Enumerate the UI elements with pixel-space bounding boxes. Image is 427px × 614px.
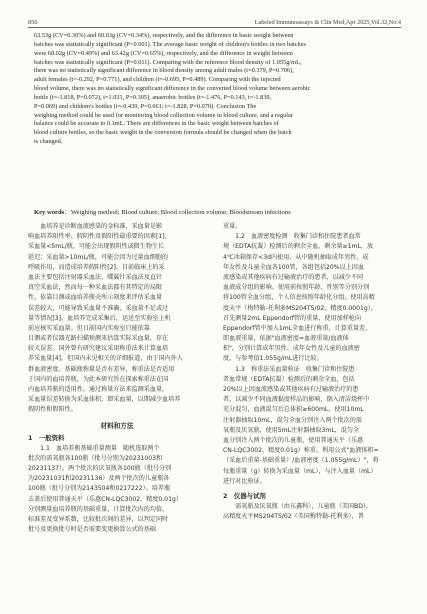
body-line: 每瓶重量（g）转换为采血量（mL），与注入血量（mL） <box>223 467 377 475</box>
body-line: 将100管全血分组，个人信息按照年龄化分组。使用高精 <box>223 294 375 302</box>
body-line: 批次的需氧瓶各100瓶（批号分别为20231003和 <box>28 454 163 462</box>
body-line: 进行对比验证。 <box>223 477 266 485</box>
body-line: 前应核实采血量。但日前国内实验室只能依靠 <box>28 324 150 332</box>
body-line: 血液成分组的影响。使用前按照年龄、性别等分别分别 <box>223 284 370 292</box>
body-line: 20231137），两个批次的厌氧瓶各100瓶（批号分别 <box>28 464 172 472</box>
header-rule <box>28 27 401 28</box>
body-line: 去盖后使用普通天平（乐惠CN-LQC3002，精度0.01g） <box>28 495 182 503</box>
abstract-line: blood culture bottles, so the basic weight in the conversion formula should be changed when the batch <box>34 129 292 137</box>
body-line: 者血常规（EDTA抗凝）检测后的剩余全血，包括 <box>223 375 355 383</box>
left-column <box>28 222 206 608</box>
section-heading: 材料和方法 <box>100 421 134 430</box>
body-line: 目测或者仪器光路扫描预测来估算实际采血量，存在 <box>28 335 169 343</box>
body-line: 即血液重量，依据"血液密度=血液重量/血液体 <box>223 335 349 343</box>
body-line: 呼吸作用，而造成培养假阳性[2]。目前临床上的采 <box>28 263 165 271</box>
abstract-line: batches was statistically significant (P=0.011). Comparing with the reference blood density of 1.055g/mL, <box>34 58 302 66</box>
body-line: 分别测量血培养瓶的基础重量，计算批次内的均值、 <box>28 505 169 513</box>
abstract-line: bottle (t=-1.818, P=0.072), t=1.031, P=0.305), anaerobic bottles (t=-1.476, P=0.143, t=-1.839, <box>34 93 272 101</box>
abstract-line: adult females (t=-0.292, P=0.771), and children (t=-0.695, P=0.489). Comparing with the injected <box>34 76 281 84</box>
body-line: 1.3 称重法采血量验证 收集门诊和住院患 <box>223 365 355 373</box>
body-line: 重量。 <box>223 223 242 230</box>
body-line: 注射器抽取10mL，混匀全血分别注入两个批次的需 <box>223 416 362 424</box>
abstract-line: P=0.069) and children's bottles (t=-0.439, P=0.661; t=-1.828, P=0.070). Conclusion The <box>34 102 257 110</box>
abstract-line: is changed. <box>34 138 63 146</box>
body-line: 响血培养阳性率、假阴性及假阳性最重要的因素[1]。 <box>28 233 171 241</box>
body-line: 积"，分别计算成年男性、成年女性及儿童的血液密 <box>223 345 360 353</box>
body-line: 100瓶（批号分别为2143504和0217222）。培养瓶 <box>28 485 171 493</box>
body-line: 4℃冰箱保存<3d内使用，从中随机抽取成年男性，成 <box>223 253 369 261</box>
body-line: 误差较大，可能导致采血量不准确，采血量不足或过 <box>28 304 169 312</box>
page-number: 856 <box>28 19 38 26</box>
body-line: 度天平（梅特勒-托利多MS204TS/02，精度0.0001g）， <box>223 304 377 312</box>
subsection-heading: 2 仪器与试剂 <box>223 491 266 500</box>
body-line: 性，依靠目测或血培养瓶壳所示刻度来评估采血量 <box>28 294 163 302</box>
keywords <box>34 206 397 216</box>
body-line: 1.1 血培养瓶基础重量测量 随机选取两个 <box>28 444 160 452</box>
body-line: 高精度天平MS204TS/02（美国梅特勒-托利多），普 <box>223 513 364 521</box>
keywords-text: Weighing method; Blood culture; Blood collection volume; Bloodstream infections <box>70 209 291 216</box>
body-line: 为20231031和20231136）及两个批次的儿童瓶各 <box>28 475 170 483</box>
abstract-line: there was no statistically significant difference in blood density among adult males (t=0.379, P=0.706), <box>34 67 294 75</box>
abstract-line: batches was statistically significant (P<0.001). The average basic weight of children's bottles in two batches <box>34 40 306 48</box>
body-line: 采血量误差转换为采血体积，即采血量，以期减少血培养 <box>28 396 181 404</box>
abstract-line: blood volume, there was no statistically significant difference in the converted blood volume between aerobic <box>34 85 311 93</box>
abstract-line: weighing method could be used for monitoring blood collection volume in blood culture, and a regular <box>34 111 293 119</box>
english-abstract <box>34 32 397 147</box>
keywords-colon: ： <box>64 209 71 216</box>
body-line: 标准差及变异系数，比较批次间的差异，以判定同时 <box>28 515 169 523</box>
body-line: 20%以上因血流感染或其他疾病有过输液治疗的患 <box>223 386 359 393</box>
body-line: 者，以减少不同血液黏度样品的影响，倒入清洁烧杯中 <box>223 396 370 404</box>
body-line: 采血量<5mL/瓶，可能会出现假阴性或微生物生长 <box>28 243 165 251</box>
body-line: 1.2 血液密度检测 收集门诊和住院患者血常 <box>223 233 361 241</box>
right-column <box>223 222 401 608</box>
body-line: 氧瓶及厌氧瓶，使用5mL注射器抽取3mL，混匀全 <box>223 426 360 434</box>
keywords-label: Key words <box>34 209 65 216</box>
body-line: 群血液密度、基础瓶称量是否有差异，称重法是否适用 <box>28 365 175 373</box>
body-line: 真空采血法，然而每一种采血法都有其特定的局限 <box>28 284 163 292</box>
abstract-line: balance could be accurate to 0.1mL. There are differences in the basic weight between batches of <box>34 120 279 128</box>
body-line: 于国内的血培养瓶，为此本研究旨在探索称重法在国 <box>28 375 169 383</box>
body-line: 血培养是诊断血流感染的金标准，采血量是影 <box>28 223 163 230</box>
body-line: CN-LQC3002，精度0.01g）称重，利用公式"血液体积= <box>223 447 379 455</box>
body-line: 首先测量2mL Eppendorf管的重量，使用加样枪向 <box>223 314 361 322</box>
body-line: 规（EDTA抗凝）检测后的剩余全血，剩余量≥1mL，放 <box>223 243 374 251</box>
body-columns <box>28 222 401 608</box>
body-line: Eppendorf管中加入1mL全血进行称重，计算重量差， <box>223 324 372 332</box>
body-line: 年女性及儿童全血各100管，各组包括20%以上因血 <box>223 263 364 271</box>
body-line: 内血培养瓶的适用性，通过称量方法来监测采血量， <box>28 386 169 393</box>
body-line: 血法主要包括注射器采血法、蝶翼针采血法及直针 <box>28 273 163 281</box>
body-line: 血分别注入两个批次的儿童瓶，使用普通天平（乐惠 <box>223 436 364 444</box>
body-line: 需氧瓶及厌氧瓶（由东鑫科），儿童瓶（美国BD）， <box>223 502 373 510</box>
body-line: 延迟；采血量>10mL/瓶，可能会因为过量血细胞的 <box>28 253 169 261</box>
subsection-heading: 1 一般资料 <box>28 433 65 442</box>
body-line: （采血后重量-基础重量）/血液密度（1.055g/mL）"，将 <box>223 457 379 465</box>
body-line: 较大误差。国外曾有研究建议采用称重法来计算血培 <box>28 345 169 353</box>
body-line: 批号及更换批号时是否需要变更换算公式的基础 <box>28 526 156 534</box>
body-line: 养采血量[4]，但国内未见相关的详细报道，由于国内外人 <box>28 355 183 363</box>
journal-citation: Labeled Immunoassays & Clin Med,Apr 2025,Vol.32,No.4 <box>254 19 401 26</box>
abstract-line: 63.53g (CV=0.30%) and 60.03g (CV=0.34%), respectively, and the difference in basic weight between <box>34 32 294 39</box>
body-line: 充分混匀，血液混匀后总体积≥600mL。使用10mL <box>223 406 364 414</box>
running-header <box>28 14 401 26</box>
abstract-line: were 68.02g (CV=0.49%) and 63.42g (CV=0.65%), respectively, and the difference in weight between <box>34 49 293 57</box>
body-line: 流感染或其他疾病有过输液治疗的患者，以减少不同 <box>223 273 364 281</box>
body-line: 假阴性和假阳性。 <box>28 406 77 414</box>
body-line: 量等情况[3]。血培养完成采集后，运送至实验室上机 <box>28 314 171 322</box>
body-line: 度，与参考值1.055g/mL进行比较。 <box>223 355 323 363</box>
